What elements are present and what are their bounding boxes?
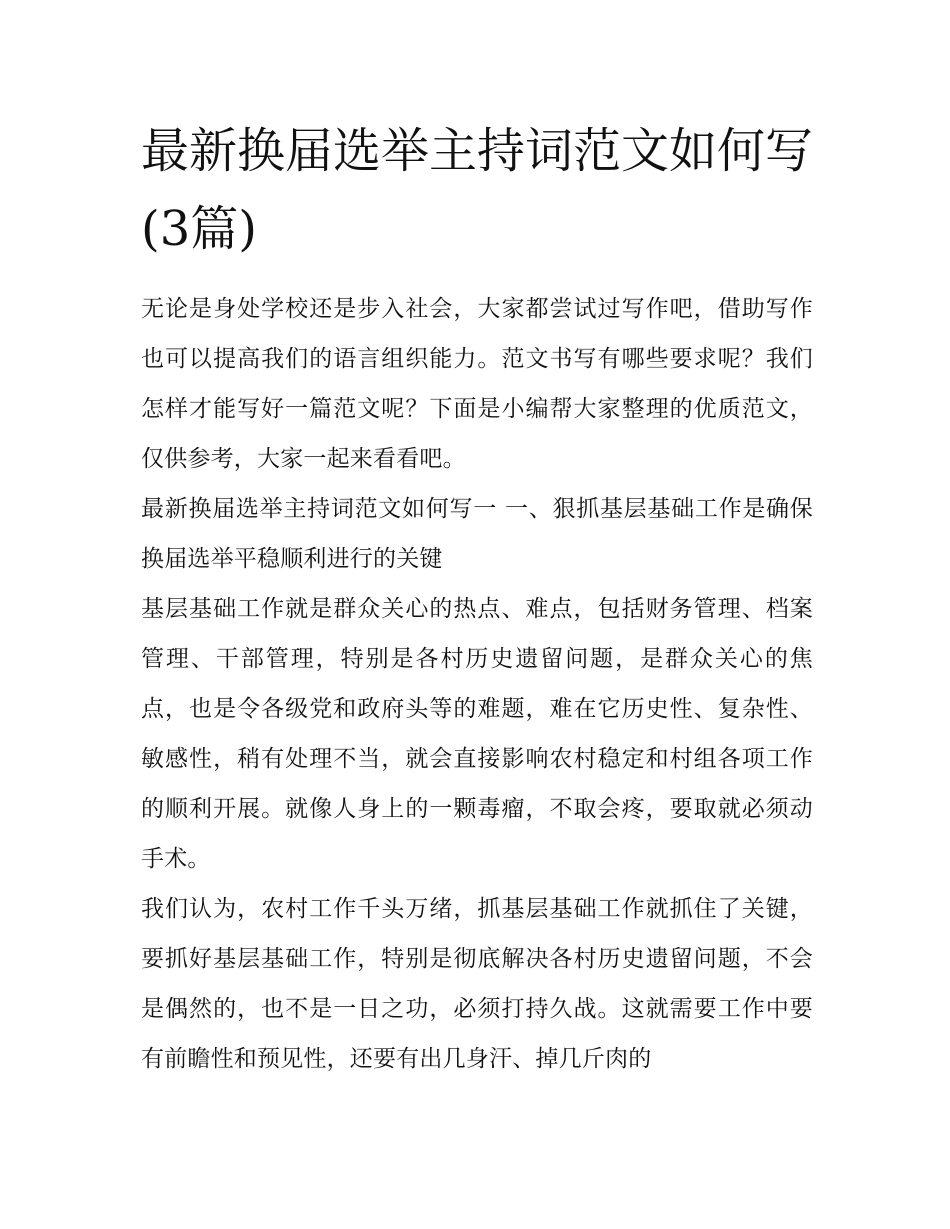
document-title: 最新换届选举主持词范文如何写(3篇): [141, 123, 814, 257]
paragraph-intro: 无论是身处学校还是步入社会，大家都尝试过写作吧，借助写作也可以提高我们的语言组织能力。范文书写有哪些要求呢？我们怎样才能写好一篇范文呢？下面是小编帮大家整理的优质范文，仅供参考，大家一起来看看吧。: [141, 296, 813, 472]
document-page: [141, 112, 813, 1084]
paragraph-heading-one: 最新换届选举主持词范文如何写一 一、狠抓基层基础工作是确保换届选举平稳顺利进行的关键: [141, 496, 813, 572]
paragraph-body-two: 我们认为，农村工作千头万绪，抓基层基础工作就抓住了关键，要抓好基层基础工作，特别是彻底解决各村历史遗留问题，不会是偶然的，也不是一日之功，必须打持久战。这就需要工作中要有前瞻性和预见性，还要有出几身汗、掉几斤肉的: [141, 896, 813, 1072]
paragraph-body-one: 基层基础工作就是群众关心的热点、难点，包括财务管理、档案管理、干部管理，特别是各村历史遗留问题，是群众关心的焦点，也是令各级党和政府头等的难题，难在它历史性、复杂性、敏感性，稍有处理不当，就会直接影响农村稳定和村组各项工作的顺利开展。就像人身上的一颗毒瘤，不取会疼，要取就必须动手术。: [141, 596, 813, 872]
